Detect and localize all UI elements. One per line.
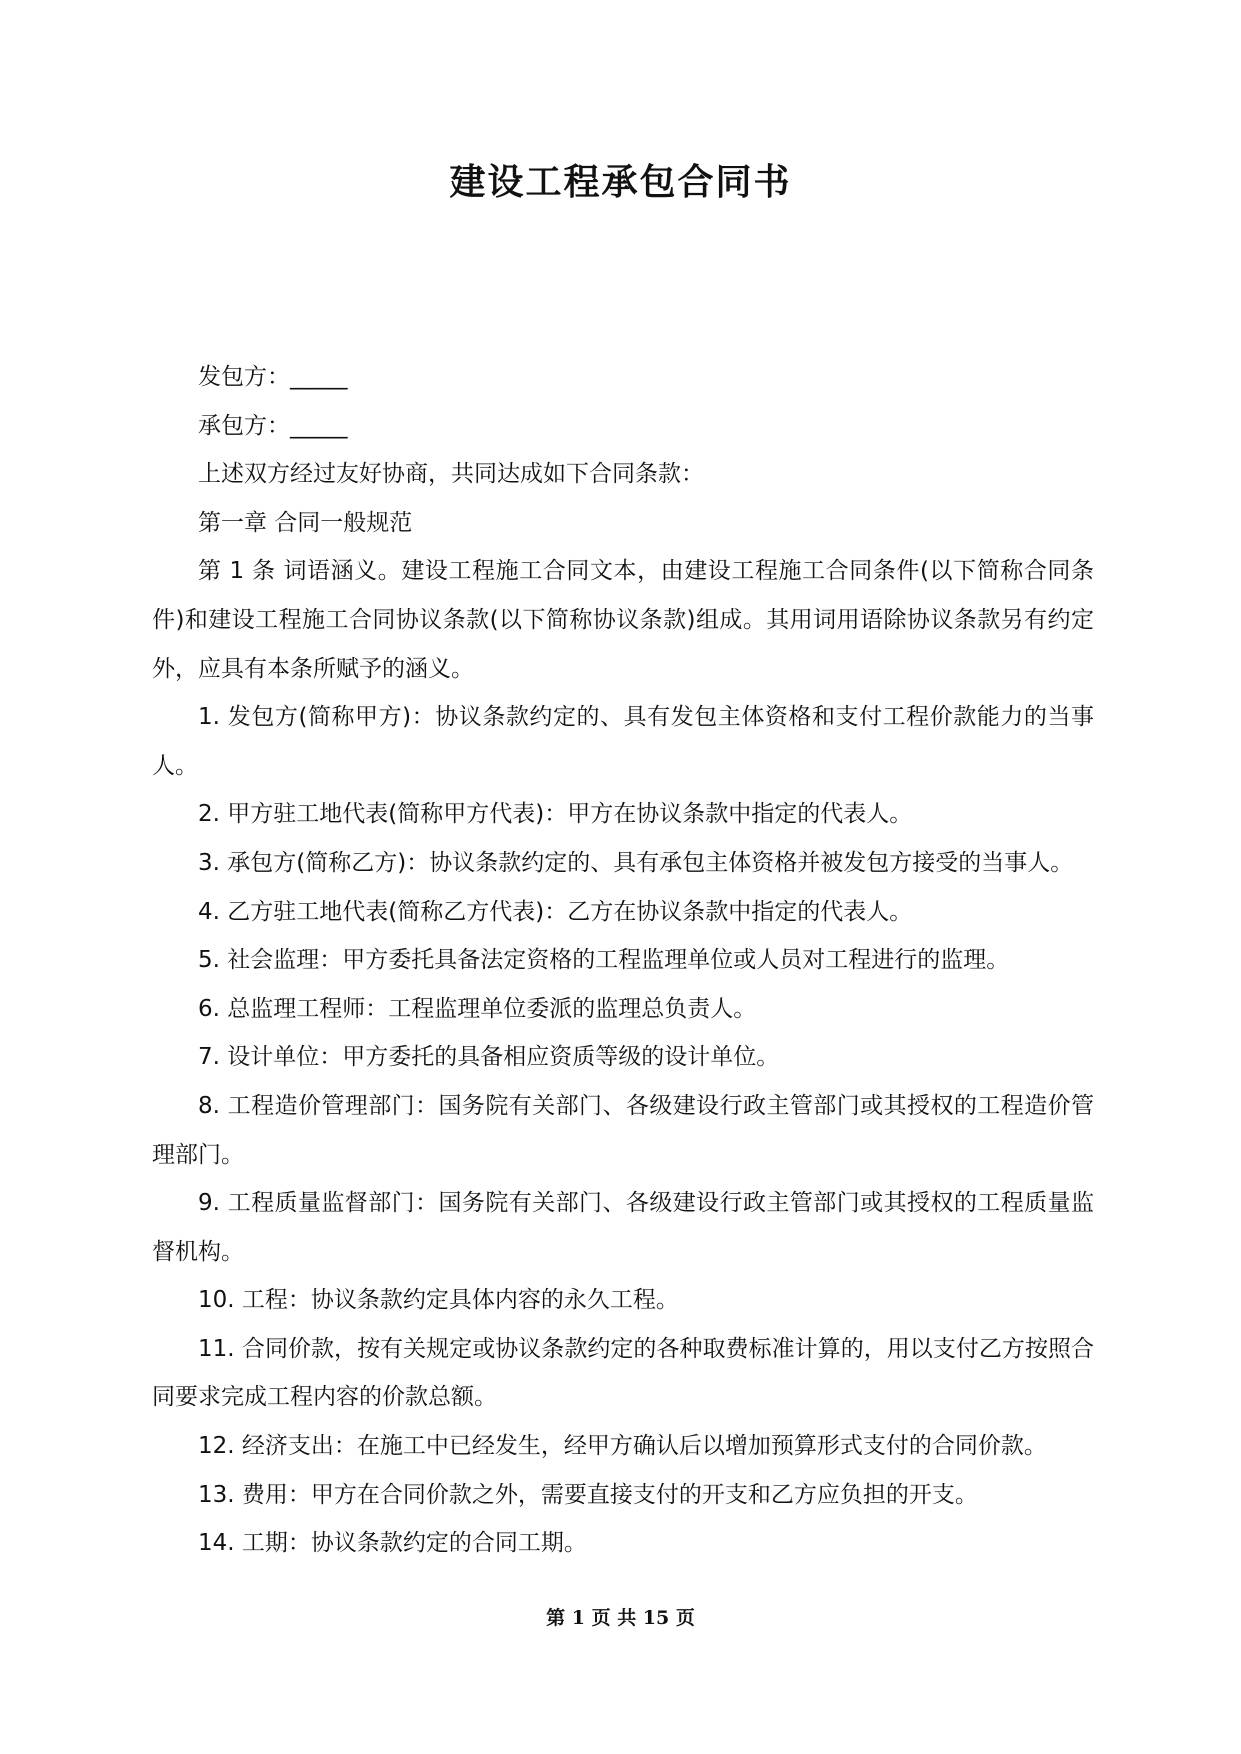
definition-item: 6. 总监理工程师：工程监理单位委派的监理总负责人。 [198,995,757,1022]
definition-item: 1. 发包方(简称甲方)：协议条款约定的、具有发包主体资格和支付工程价款能力的当事人。 [152,704,1094,779]
definition-item: 9. 工程质量监督部门：国务院有关部门、各级建设行政主管部门或其授权的工程质量监督机构。 [152,1190,1094,1265]
article-1: 第 1 条 词语涵义。建设工程施工合同文本，由建设工程施工合同条件(以下简称合同条件)和建设工程施工合同协议条款(以下简称协议条款)组成。其用词用语除协议条款另有约定外，应具有本条所赋予的涵义。 [152,558,1094,682]
definition-item: 3. 承包方(简称乙方)：协议条款约定的、具有承包主体资格并被发包方接受的当事人。 [198,849,1074,876]
document-title: 建设工程承包合同书 [449,162,792,203]
definition-item: 5. 社会监理：甲方委托具备法定资格的工程监理单位或人员对工程进行的监理。 [198,947,1010,974]
definition-item: 4. 乙方驻工地代表(简称乙方代表)：乙方在协议条款中指定的代表人。 [198,898,913,925]
page-number: 第 1 页 共 15 页 [546,1607,695,1629]
paragraph-contractor: 承包方：_____ [198,412,348,439]
definition-item: 2. 甲方驻工地代表(简称甲方代表)：甲方在协议条款中指定的代表人。 [198,801,913,828]
definition-item: 14. 工期：协议条款约定的合同工期。 [198,1530,587,1557]
chapter-heading: 第一章 合同一般规范 [198,509,413,536]
definition-item: 10. 工程：协议条款约定具体内容的永久工程。 [198,1287,679,1314]
paragraph-employer: 发包方：_____ [198,364,348,390]
definition-item: 11. 合同价款，按有关规定或协议条款约定的各种取费标准计算的，用以支付乙方按照合同要求完成工程内容的价款总额。 [152,1335,1094,1411]
definition-item: 13. 费用：甲方在合同价款之外，需要直接支付的开支和乙方应负担的开支。 [198,1481,978,1508]
paragraph-intro: 上述双方经过友好协商，共同达成如下合同条款： [198,461,704,488]
definition-item: 12. 经济支出：在施工中已经发生，经甲方确认后以增加预算形式支付的合同价款。 [198,1433,1047,1460]
definition-item: 7. 设计单位：甲方委托的具备相应资质等级的设计单位。 [198,1044,780,1071]
document-body [152,353,1094,1568]
definition-item: 8. 工程造价管理部门：国务院有关部门、各级建设行政主管部门或其授权的工程造价管理部门。 [152,1092,1094,1168]
